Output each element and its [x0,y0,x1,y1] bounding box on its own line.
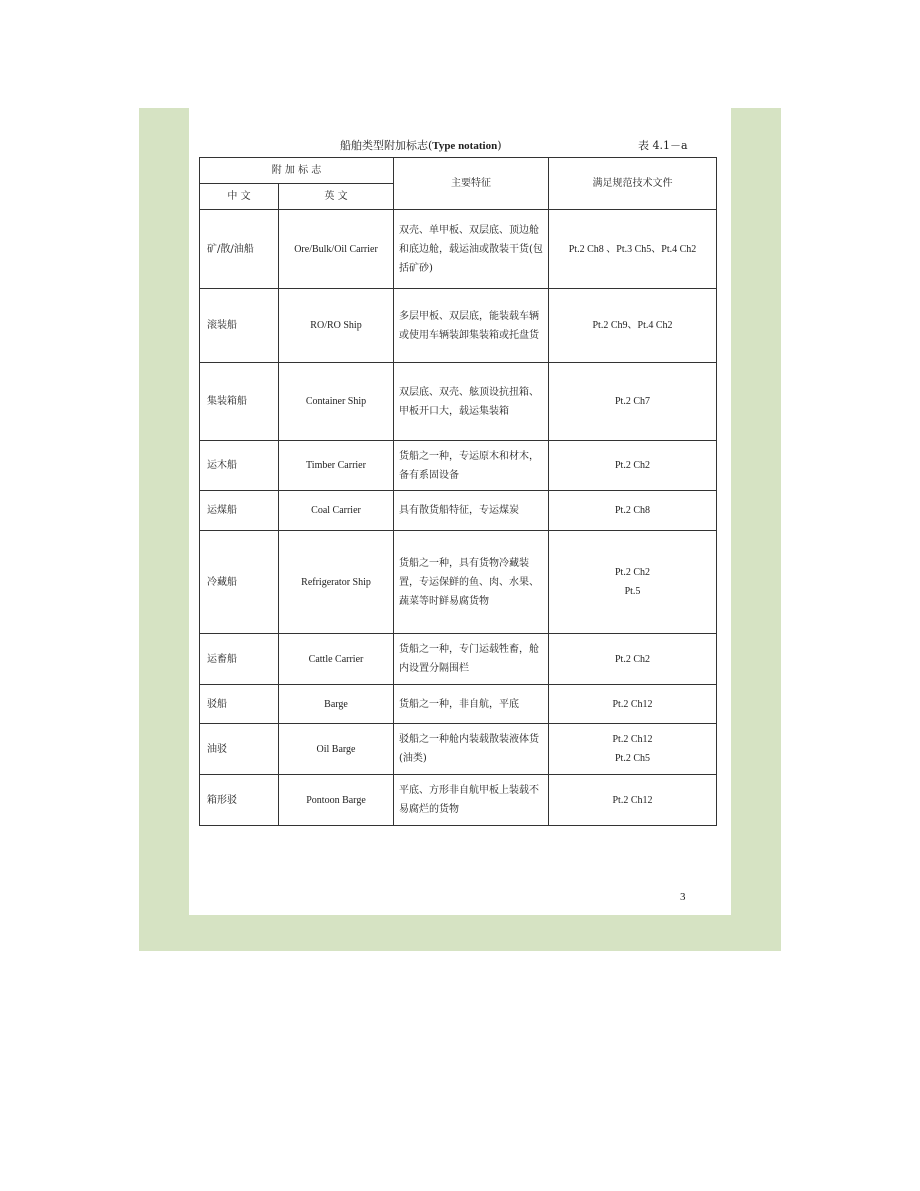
cell-english-name: RO/RO Ship [279,289,394,363]
cell-chinese-name: 运煤船 [200,491,279,531]
doc-reference: Pt.2 Ch12 [612,794,653,806]
cell-features: 双壳、单甲板、双层底、顶边舱和底边舱，载运油或散装干货(包括矿砂) [394,210,549,289]
cell-features: 双层底、双壳、舷顶设抗扭箱、甲板开口大，载运集装箱 [394,363,549,441]
doc-reference: Pt.2 Ch2 [615,653,651,665]
table-body [200,210,717,826]
doc-reference: Pt.2 Ch5 [615,753,651,764]
cell-english-name: Refrigerator Ship [279,531,394,634]
cell-english-name: Oil Barge [279,724,394,775]
cell-docs [549,775,717,826]
table-row [200,724,717,775]
doc-reference: Pt.2 Ch12 [612,734,653,745]
cell-docs [549,441,717,491]
table-row [200,289,717,363]
cell-chinese-name: 矿/散/油船 [200,210,279,289]
cell-chinese-name: 运畜船 [200,634,279,685]
cell-features: 货船之一种，专运原木和材木，备有系固设备 [394,441,549,491]
cell-docs [549,363,717,441]
table-number: 表 4.1－a [638,139,688,152]
doc-reference: Pt.2 Ch7 [615,396,651,407]
table-row [200,491,717,531]
header-chinese: 中 文 [200,184,279,210]
cell-chinese-name: 油驳 [200,724,279,775]
cell-english-name: Cattle Carrier [279,634,394,685]
cell-chinese-name: 冷藏船 [200,531,279,634]
doc-reference: Pt.2 Ch8 [615,505,651,516]
cell-features: 货船之一种，非自航，平底 [394,685,549,724]
header-docs: 满足规范技术文件 [549,158,717,210]
doc-reference: Pt.2 Ch9、Pt.4 Ch2 [592,320,673,331]
doc-reference: Pt.2 Ch12 [612,698,653,710]
cell-chinese-name: 滚装船 [200,289,279,363]
cell-features: 多层甲板、双层底，能装载车辆或使用车辆装卸集装箱或托盘货 [394,289,549,363]
table-row [200,634,717,685]
cell-features: 驳船之一种舱内装载散装液体货(油类) [394,724,549,775]
table-row [200,441,717,491]
table-row [200,210,717,289]
cell-docs [549,531,717,634]
header-features: 主要特征 [394,158,549,210]
cell-features: 平底、方形非自航甲板上装载不易腐烂的货物 [394,775,549,826]
header-english: 英 文 [279,184,394,210]
cell-chinese-name: 集装箱船 [200,363,279,441]
table-row [200,685,717,724]
cell-docs [549,685,717,724]
cell-docs [549,634,717,685]
table-row [200,775,717,826]
header-notation-group: 附 加 标 志 [200,158,394,184]
cell-chinese-name: 箱形驳 [200,775,279,826]
caption-prefix: 船舶类型附加标志( [340,139,433,152]
doc-reference: Pt.2 Ch2 [615,567,651,578]
cell-features: 货船之一种，专门运载牲畜，舱内设置分隔围栏 [394,634,549,685]
cell-english-name: Container Ship [279,363,394,441]
cell-docs [549,289,717,363]
cell-features: 具有散货船特征，专运煤炭 [394,491,549,531]
cell-chinese-name: 驳船 [200,685,279,724]
doc-reference: Pt.2 Ch8 、Pt.3 Ch5、Pt.4 Ch2 [568,243,697,255]
cell-english-name: Ore/Bulk/Oil Carrier [279,210,394,289]
cell-docs [549,210,717,289]
table-row [200,531,717,634]
cell-english-name: Barge [279,685,394,724]
cell-docs [549,491,717,531]
cell-chinese-name: 运木船 [200,441,279,491]
cell-docs [549,724,717,775]
cell-english-name: Coal Carrier [279,491,394,531]
table-caption [340,137,501,153]
cell-features: 货船之一种，具有货物冷藏装置，专运保鲜的鱼、肉、水果、蔬菜等时鲜易腐货物 [394,531,549,634]
page-number: 3 [680,891,686,903]
type-notation-table [199,157,717,826]
caption-english: Type notation [432,140,498,152]
cell-english-name: Timber Carrier [279,441,394,491]
doc-reference: Pt.5 [624,586,641,597]
doc-reference: Pt.2 Ch2 [615,460,651,471]
cell-english-name: Pontoon Barge [279,775,394,826]
caption-suffix: ) [497,139,502,152]
table-row [200,363,717,441]
